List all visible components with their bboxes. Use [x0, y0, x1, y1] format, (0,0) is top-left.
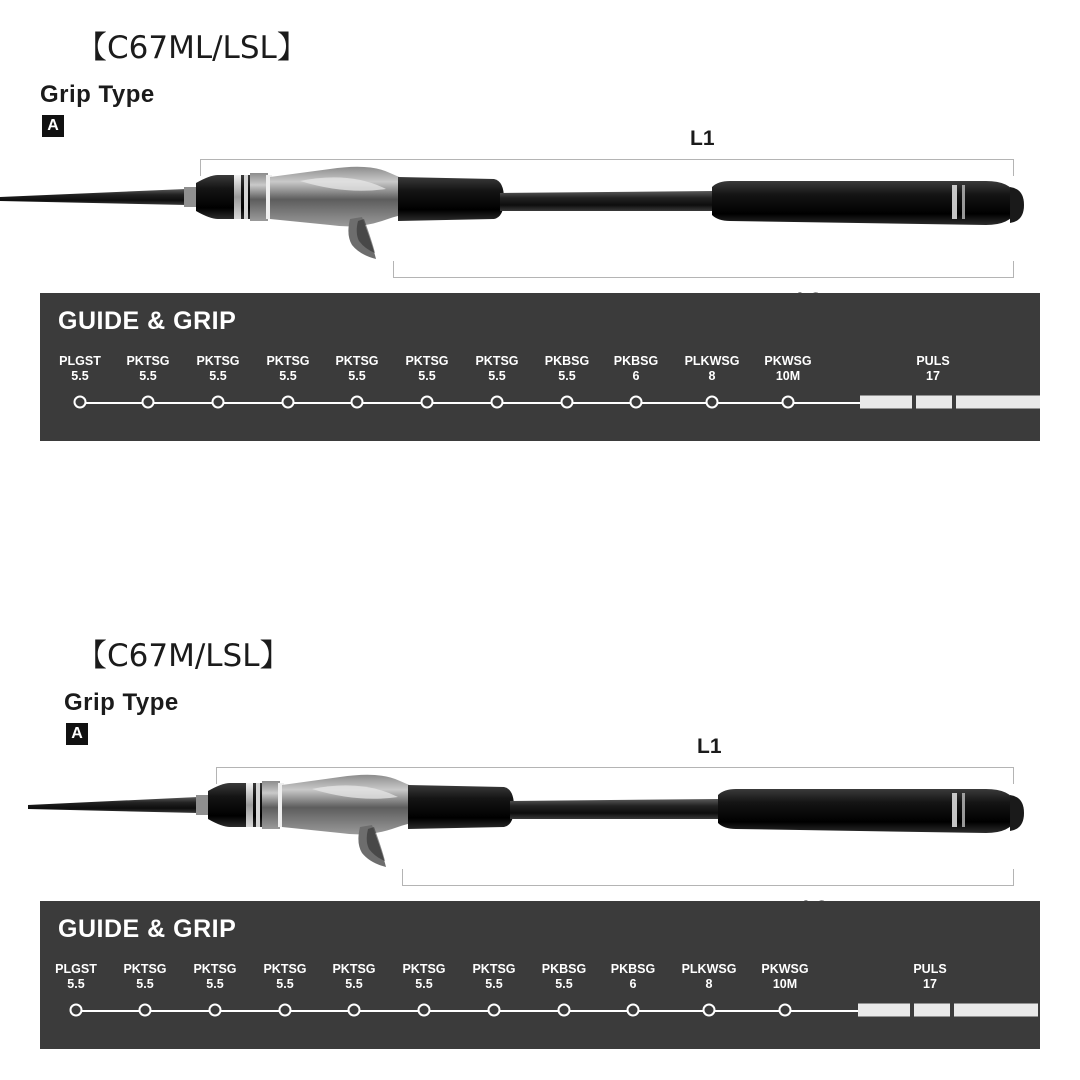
- guide-marker: [418, 1004, 431, 1017]
- guide-item: [402, 962, 445, 992]
- guide-item: [614, 354, 658, 384]
- guide-marker: [782, 396, 795, 409]
- panel-title: GUIDE & GRIP: [58, 915, 237, 943]
- fishing-rod-graphic: [0, 133, 1080, 293]
- guide-code: PKBSG: [610, 962, 656, 976]
- guide-marker: [279, 1004, 292, 1017]
- guide-size: 5.5: [348, 369, 366, 383]
- fishing-rod-graphic: [0, 741, 1080, 901]
- guide-item: [405, 354, 448, 384]
- guide-code: PULS: [913, 962, 947, 976]
- guide-code: PKBSG: [541, 962, 587, 976]
- guide-size: 5.5: [139, 369, 157, 383]
- guide-marker: [488, 1004, 501, 1017]
- guide-item: [55, 962, 97, 992]
- guide-item: [59, 354, 101, 384]
- grip-bar: [858, 1004, 1038, 1017]
- rod-spec-section-1: [0, 0, 1080, 383]
- guide-grip-panel: [40, 293, 1040, 441]
- guide-marker: [142, 396, 155, 409]
- grip-type-row: [0, 689, 1080, 745]
- guide-code: PLGST: [55, 962, 97, 976]
- guide-code: PKWSG: [761, 962, 809, 976]
- rod-illustration: [0, 735, 1080, 901]
- guide-code: PLGST: [59, 354, 101, 368]
- grip-type-label: Grip Type: [64, 689, 179, 716]
- guide-size: 5.5: [415, 977, 433, 991]
- guide-marker: [139, 1004, 152, 1017]
- guide-size: 5.5: [209, 369, 227, 383]
- guide-size: 5.5: [279, 369, 297, 383]
- guide-code: PKBSG: [544, 354, 590, 368]
- guide-item: [266, 354, 309, 384]
- guide-marker: [491, 396, 504, 409]
- dimension-label-l1: L1: [690, 127, 715, 150]
- guide-code: PKTSG: [266, 354, 310, 368]
- rod-illustration: [0, 127, 1080, 293]
- guide-size: 5.5: [276, 977, 294, 991]
- model-title: 【C67M/LSL】: [76, 638, 291, 674]
- guide-code: PKTSG: [475, 354, 519, 368]
- guide-marker: [421, 396, 434, 409]
- guide-list: [40, 950, 1040, 1040]
- guide-item: [764, 354, 811, 384]
- grip-bar: [860, 396, 1040, 409]
- guide-item: [913, 962, 946, 992]
- guide-size: 5.5: [558, 369, 576, 383]
- guide-marker: [212, 396, 225, 409]
- guide-marker: [558, 1004, 571, 1017]
- guide-item: [611, 962, 655, 992]
- grip-bar-divider: [912, 396, 916, 409]
- guide-code: PKBSG: [613, 354, 659, 368]
- guide-size: 17: [923, 977, 937, 991]
- guide-marker: [70, 1004, 83, 1017]
- guide-size: 5.5: [67, 977, 85, 991]
- guide-marker: [630, 396, 643, 409]
- guide-size: 5.5: [488, 369, 506, 383]
- guide-item: [472, 962, 515, 992]
- guide-item: [263, 962, 306, 992]
- guide-code: PKTSG: [405, 354, 449, 368]
- guide-item: [682, 962, 737, 992]
- guide-marker: [706, 396, 719, 409]
- guide-size: 6: [632, 369, 640, 383]
- guide-code: PKTSG: [402, 962, 446, 976]
- model-title: 【C67ML/LSL】: [76, 30, 308, 66]
- guide-list: [40, 342, 1040, 432]
- guide-size: 5.5: [136, 977, 154, 991]
- panel-title: GUIDE & GRIP: [58, 307, 237, 335]
- guide-marker: [209, 1004, 222, 1017]
- grip-type-badge: A: [42, 115, 64, 137]
- guide-item: [123, 962, 166, 992]
- guide-marker: [348, 1004, 361, 1017]
- guide-marker: [351, 396, 364, 409]
- guide-marker: [74, 396, 87, 409]
- guide-size: 5.5: [485, 977, 503, 991]
- grip-bar-divider: [950, 1004, 954, 1017]
- guide-code: PKTSG: [126, 354, 170, 368]
- guide-marker: [703, 1004, 716, 1017]
- guide-size: 6: [629, 977, 637, 991]
- grip-bar-divider: [952, 396, 956, 409]
- guide-item: [475, 354, 518, 384]
- guide-size: 10M: [775, 369, 801, 383]
- guide-size: 8: [708, 369, 716, 383]
- guide-code: PLKWSG: [681, 962, 737, 976]
- grip-bar-divider: [910, 1004, 914, 1017]
- guide-marker: [561, 396, 574, 409]
- guide-item: [196, 354, 239, 384]
- guide-item: [126, 354, 169, 384]
- guide-marker: [282, 396, 295, 409]
- guide-code: PKTSG: [196, 354, 240, 368]
- guide-item: [193, 962, 236, 992]
- guide-code: PULS: [916, 354, 950, 368]
- guide-size: 5.5: [418, 369, 436, 383]
- guide-code: PLKWSG: [684, 354, 740, 368]
- guide-size: 5.5: [206, 977, 224, 991]
- guide-grip-panel: [40, 901, 1040, 1049]
- grip-type-row: [0, 81, 1080, 137]
- guide-item: [545, 354, 589, 384]
- guide-item: [685, 354, 740, 384]
- guide-code: PKWSG: [764, 354, 812, 368]
- guide-item: [332, 962, 375, 992]
- guide-code: PKTSG: [193, 962, 237, 976]
- guide-code: PKTSG: [263, 962, 307, 976]
- rod-spec-section-2: [0, 608, 1080, 991]
- guide-item: [542, 962, 586, 992]
- guide-code: PKTSG: [123, 962, 167, 976]
- dimension-label-l1: L1: [697, 735, 722, 758]
- guide-item: [761, 962, 808, 992]
- guide-code: PKTSG: [472, 962, 516, 976]
- guide-item: [916, 354, 949, 384]
- guide-size: 5.5: [71, 369, 89, 383]
- guide-size: 8: [705, 977, 713, 991]
- guide-size: 10M: [772, 977, 798, 991]
- guide-size: 5.5: [345, 977, 363, 991]
- grip-type-label: Grip Type: [40, 81, 155, 108]
- grip-type-badge: A: [66, 723, 88, 745]
- guide-marker: [779, 1004, 792, 1017]
- guide-size: 5.5: [555, 977, 573, 991]
- guide-code: PKTSG: [332, 962, 376, 976]
- guide-marker: [627, 1004, 640, 1017]
- guide-code: PKTSG: [335, 354, 379, 368]
- guide-item: [335, 354, 378, 384]
- guide-size: 17: [926, 369, 940, 383]
